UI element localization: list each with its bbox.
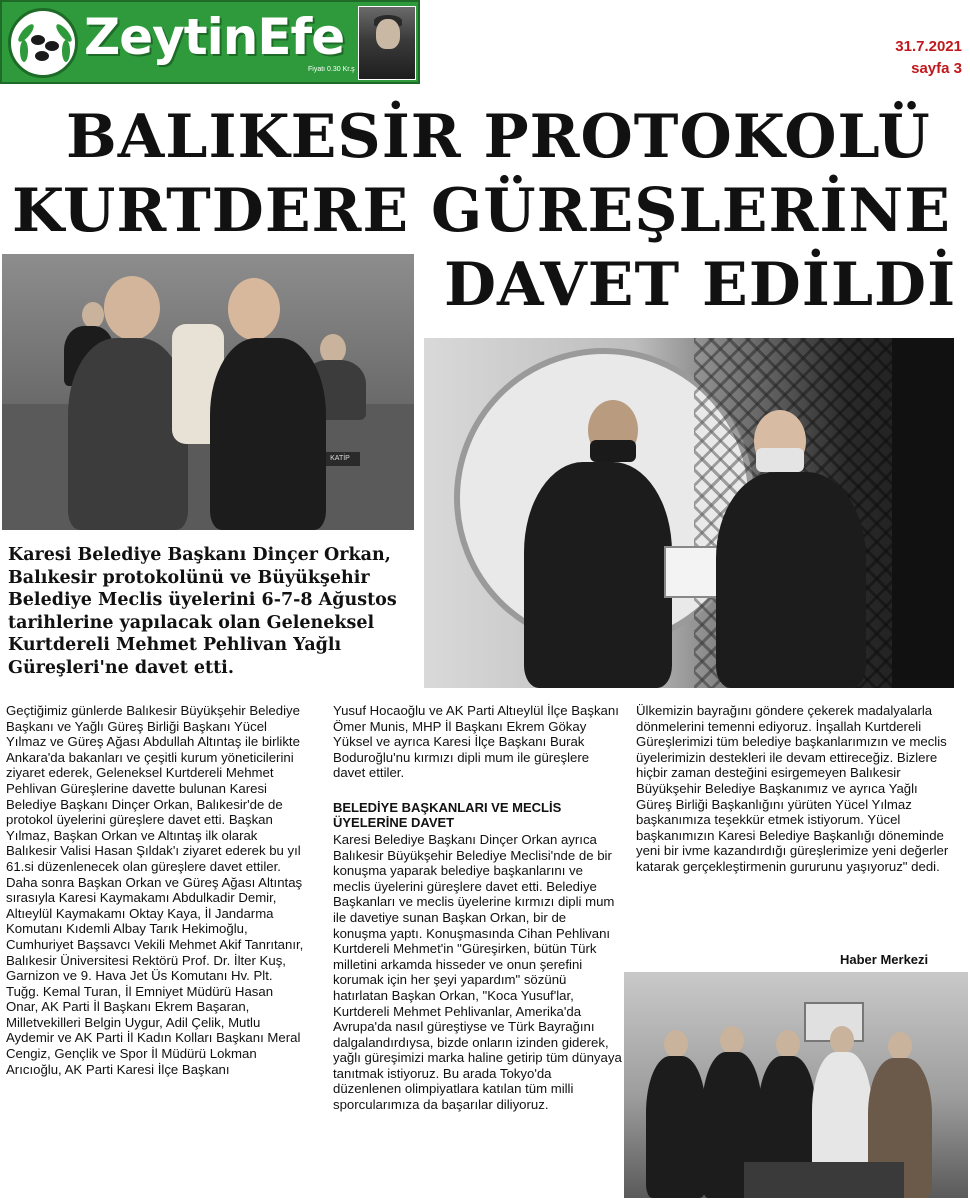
headline-line-2: KURTDERE GÜREŞLERİNE <box>12 176 951 246</box>
col1-paragraph-1: Geçtiğimiz günlerde Balıkesir Büyükşehir Belediye Başkanı ve Yağlı Güreş Birliği Başkanı Yücel Yılmaz ve Güreş Ağası Abdullah Altıntaş ile birlikte Ankara'da bakanları ve çeşitli kurum yöneticilerini ziyaret ederek, Geleneksel Kurtdereli Mehmet Pehlivan Güreşlerine davette bulunan Karesi Belediye Başkanı Dinçer Orkan, Balıkesir'de de protokol üyelerini güreşlere davet etti. Başkan Yılmaz, Başkan Orkan ve Altıntaş ilk olarak Balıkesir Valisi Hasan Şıldak'ı ziyaret ederek bu yıl 61.si düzenlenecek olan güreşlere davet ettiler. <box>6 703 301 874</box>
headline-line-1: BALIKESİR PROTOKOLÜ <box>66 102 931 172</box>
article-column-1 <box>6 703 306 1077</box>
col1-paragraph-2: Daha sonra Başkan Orkan ve Güreş Ağası Altıntaş sırasıyla Karesi Kaymakamı Abdulkadir Demir, Altıeylül Kaymakamı Oktay Kaya, İl Jandarma Komutanı Kıdemli Albay Tarık Hekimoğlu, Cumhuriyet Başsavcı Vekili Mehmet Akif Tanrıtanır, Balıkesir Üniversitesi Rektörü Prof. Dr. İlter Kuş, Garnizon ve 9. Hava Jet Üs Komutanı Hv. Plt. Tuğg. Kemal Turan, İl Emniyet Müdürü Hasan Onar, AK Parti İl Başkanı Ekrem Başaran, Milletvekilleri Belgin Uygur, Adil Çelik, Mutlu Aydemir ve AK Parti İl Kadın Kolları Başkanı Meral Cengiz, Gençlik ve Spor İl Müdürü Lokman Arıcıoğlu, AK Parti Karesi İlçe Başkanı <box>6 874 304 1077</box>
col2-intro: Yusuf Hocaoğlu ve AK Parti Altıeylül İlçe Başkanı Ömer Munis, MHP İl Başkanı Ekrem Gökay Yüksel ve ayrıca Karesi İlçe Başkanı Burak Boduroğlu'nu kırmızı dipli mum ile güreşlere davet ettiler. <box>333 703 619 781</box>
col2-subheading: BELEDİYE BAŞKANLARI VE MECLİS ÜYELERİNE DAVET <box>333 799 562 830</box>
olive-wreath-logo-icon <box>8 8 78 78</box>
article-column-3 <box>636 703 956 875</box>
col2-body: Karesi Belediye Başkanı Dinçer Orkan ayrıca Balıkesir Büyükşehir Belediye Meclisi'nde de bir konuşma yaparak belediye başkanlarını ve meclis üyelerini güreşlere davet etti. Belediye Başkanları ve meclis üyelerine kırmızı dipli mum ile davetiye sunan Başkan Orkan, bir de konuşma yaptı. Konuşmasında Cihan Pehlivanı Kurtdereli Mehmet'in "Güreşirken, bütün Türk milletini arkamda hisseder ve onun şerefini korumak için her şeyi yapardım" sözünü hatırlatan Başkan Orkan, "Koca Yusuf'lar, Kurtdereli Mehmet Pehlivanlar, Amerika'da Avrupa'da nasıl güreştiyse ve Türk Bayrağını dalgalandırdıysa, bizde onların izinden giderek, yağlı güreşimizi marka haline getirip tüm dünyaya tanıtmak istiyoruz. Bu arada Tokyo'da düzenlenen olimpiyatlara katılan tüm milli sporcularımıza da başarılar diliyoruz. <box>333 831 622 1113</box>
page-number: sayfa 3 <box>911 60 962 77</box>
photo-gift-exchange <box>2 254 414 530</box>
masthead <box>0 0 420 84</box>
ataturk-portrait <box>358 6 416 80</box>
byline: Haber Merkezi <box>840 952 929 967</box>
katip-sign: KATİP <box>320 452 360 466</box>
headline-line-3: DAVET EDİLDİ <box>444 250 957 320</box>
photo-group-visit <box>624 972 968 1198</box>
photo-mayor-meeting <box>424 338 954 688</box>
issue-date: 31.7.2021 <box>895 38 962 55</box>
lead-paragraph: Karesi Belediye Başkanı Dinçer Orkan, Balıkesir protokolünü ve Büyükşehir Belediye Meclis üyelerini 6-7-8 Ağustos tarihlerine yapılacak olan Geleneksel Kurtdereli Mehmet Pehlivan Yağlı Güreşleri'ne davet etti. <box>8 545 397 678</box>
newspaper-price: Fiyatı 0.30 Kr.ş <box>308 66 355 73</box>
col3-paragraph: Ülkemizin bayrağını göndere çekerek madalyalarla dönmelerini temenni ediyoruz. İnşallah Kurtdereli Güreşlerimizi tüm belediye başkanlarımızın ve meclis üyelerimizin destekleri ile devam ettireceğiz. Bizlere hiçbir zaman desteğini esirgemeyen Balıkesir Büyükşehir Belediye Başkanımız ve ayrıca Yağlı Güreş Birliği Başkanlığını yürüten Yücel Yılmaz başkanımıza teşekkür etmek istiyorum. Yücel başkanımızın Karesi Belediye Başkanlığı döneminde yeni bir ivme kazandırdığı güreşlerimize yeni değerler katarak gerçekleştirmenin gururunu yaşıyoruz" dedi. <box>636 703 949 874</box>
article-column-2 <box>333 703 623 1113</box>
newspaper-name: ZeytinEfe <box>84 8 345 66</box>
